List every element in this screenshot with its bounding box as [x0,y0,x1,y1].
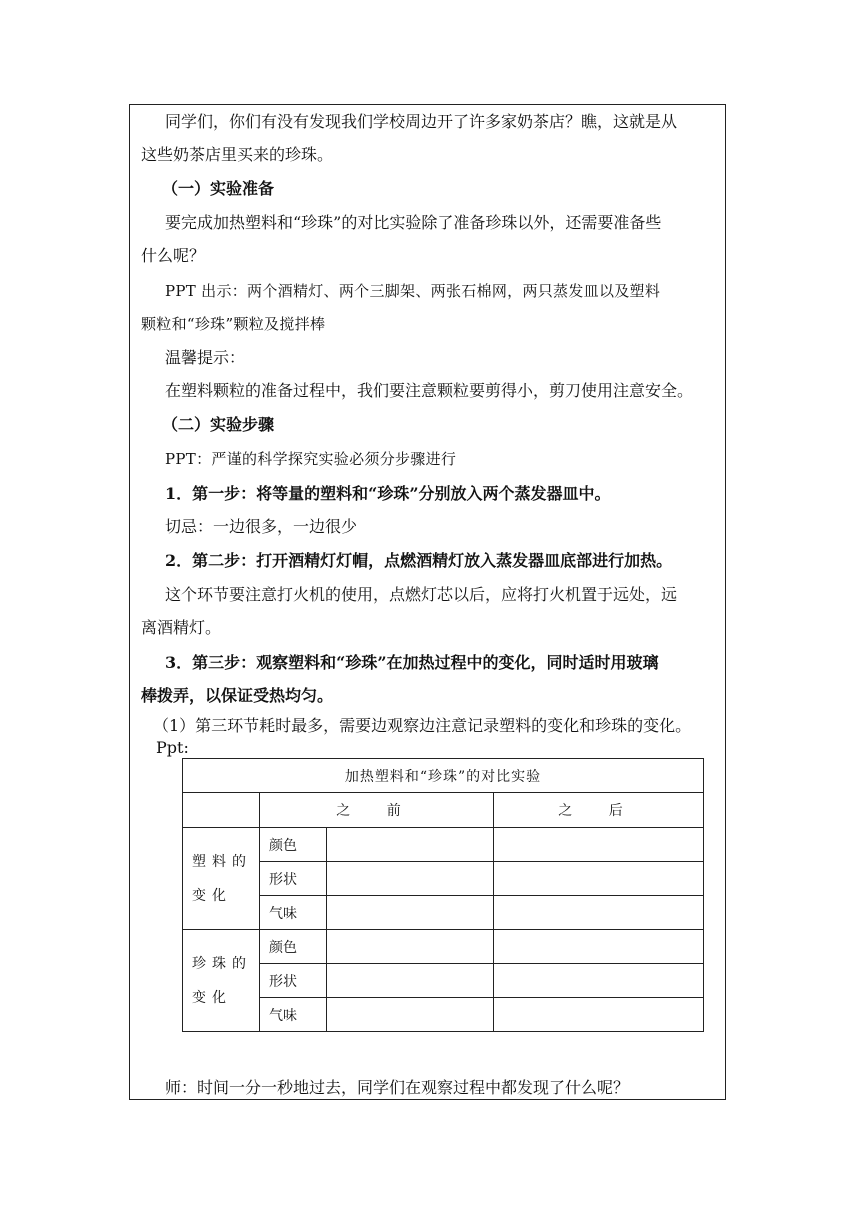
table-cell [327,998,494,1032]
row-group-pearl: 珍珠的 变化 [183,930,260,1032]
table-cell [183,793,260,828]
table-cell [494,930,704,964]
comparison-table [182,758,704,1032]
row-label: 气味 [260,998,327,1032]
text-line: 师：时间一分一秒地过去，同学们在观察过程中都发现了什么呢？ [165,1078,630,1097]
table-cell [327,930,494,964]
table-cell [327,896,494,930]
text-line: 什么呢？ [141,246,206,265]
section-heading: （二）实验步骤 [162,415,275,434]
table-cell [327,964,494,998]
text-line: PPT 出示：两个酒精灯、两个三脚架、两张石棉网，两只蒸发皿以及塑料 [165,282,661,300]
row-label: 气味 [260,896,327,930]
row-label: 形状 [260,964,327,998]
row-group-plastic: 塑料的 变化 [183,828,260,930]
table-cell [494,896,704,930]
text-line: PPT：严谨的科学探究实验必须分步骤进行 [165,450,457,468]
text-line: 这些奶茶店里买来的珍珠。 [141,145,334,164]
table-caption: 加热塑料和“珍珠”的对比实验 [183,759,704,793]
text-line: 在塑料颗粒的准备过程中，我们要注意颗粒要剪得小，剪刀使用注意安全。 [165,381,694,400]
text-line: 要完成加热塑料和“珍珠”的对比实验除了准备珍珠以外，还需要准备些 [165,213,662,232]
step-line: 棒拨弄，以保证受热均匀。 [141,686,334,705]
table-cell [494,862,704,896]
row-label: 颜色 [260,930,327,964]
text-line: 同学们，你们有没有发现我们学校周边开了许多家奶茶店？瞧，这就是从 [165,112,678,131]
table-cell [327,862,494,896]
text-line: 切忌：一边很多，一边很少 [165,517,358,536]
step-line: 1．第一步：将等量的塑料和“珍珠”分别放入两个蒸发器皿中。 [165,484,611,503]
ppt-label: Ppt: [156,738,189,757]
text-line: 颗粒和“珍珠”颗粒及搅拌棒 [141,315,326,333]
table-cell [494,998,704,1032]
text-line: 温馨提示： [165,348,246,367]
text-line: （1）第三环节耗时最多，需要边观察边注意记录塑料的变化和珍珠的变化。 [153,716,692,735]
step-line: 3．第三步：观察塑料和“珍珠”在加热过程中的变化，同时适时用玻璃 [165,653,659,672]
column-header-before: 之 前 [260,793,494,828]
text-line: 离酒精灯。 [141,618,222,637]
table-cell [494,828,704,862]
table-cell [494,964,704,998]
section-heading: （一）实验准备 [162,179,275,198]
row-label: 颜色 [260,828,327,862]
table-cell [327,828,494,862]
column-header-after: 之 后 [494,793,704,828]
step-line: 2．第二步：打开酒精灯灯帽，点燃酒精灯放入蒸发器皿底部进行加热。 [165,551,673,570]
row-label: 形状 [260,862,327,896]
text-line: 这个环节要注意打火机的使用，点燃灯芯以后，应将打火机置于远处，远 [165,585,678,604]
